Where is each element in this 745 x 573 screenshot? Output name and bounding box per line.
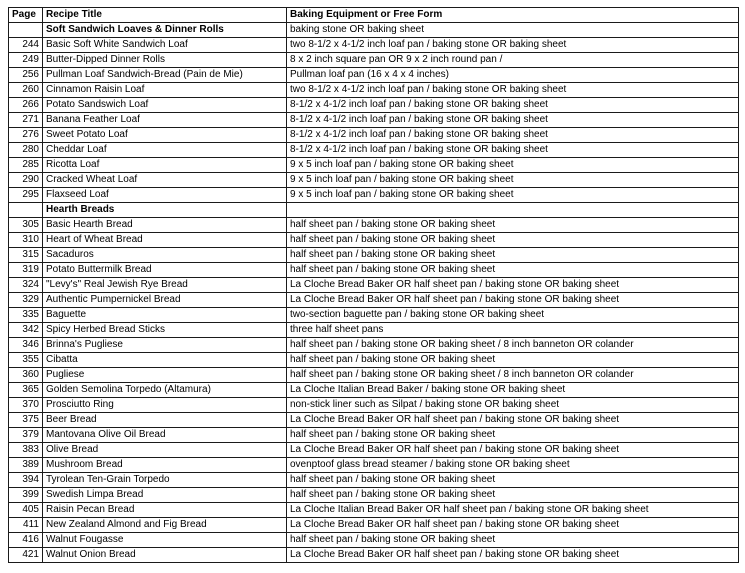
table-row (9, 278, 739, 293)
recipe-title-cell[interactable]: Olive Bread (43, 443, 287, 458)
table-row (9, 488, 739, 503)
page-cell[interactable]: 375 (9, 413, 43, 428)
equipment-cell[interactable]: La Cloche Bread Baker OR half sheet pan / baking stone OR baking sheet (287, 518, 739, 533)
equipment-cell[interactable]: non-stick liner such as Silpat / baking stone OR baking sheet (287, 398, 739, 413)
recipe-title-cell[interactable]: Brinna's Pugliese (43, 338, 287, 353)
table-row (9, 323, 739, 338)
page-cell[interactable]: 399 (9, 488, 43, 503)
recipe-title-cell[interactable]: Basic Soft White Sandwich Loaf (43, 38, 287, 53)
equipment-cell[interactable]: 8-1/2 x 4-1/2 inch loaf pan / baking stone OR baking sheet (287, 113, 739, 128)
recipe-title-cell[interactable]: Raisin Pecan Bread (43, 503, 287, 518)
table-row (9, 428, 739, 443)
table-row (9, 83, 739, 98)
recipe-title-cell[interactable]: Pugliese (43, 368, 287, 383)
page-cell[interactable]: 319 (9, 263, 43, 278)
page-cell[interactable]: 285 (9, 158, 43, 173)
recipe-title-cell[interactable]: Cinnamon Raisin Loaf (43, 83, 287, 98)
recipe-title-cell[interactable]: Mantovana Olive Oil Bread (43, 428, 287, 443)
table-row (9, 293, 739, 308)
equipment-cell[interactable]: La Cloche Bread Baker OR half sheet pan / baking stone OR baking sheet (287, 443, 739, 458)
recipe-title-cell[interactable]: Beer Bread (43, 413, 287, 428)
equipment-cell[interactable]: half sheet pan / baking stone OR baking sheet (287, 533, 739, 548)
page-cell[interactable]: 280 (9, 143, 43, 158)
page-cell[interactable]: 256 (9, 68, 43, 83)
recipe-title-cell[interactable]: Pullman Loaf Sandwich-Bread (Pain de Mie) (43, 68, 287, 83)
recipe-title-cell[interactable]: Butter-Dipped Dinner Rolls (43, 53, 287, 68)
recipe-title-cell[interactable]: Ricotta Loaf (43, 158, 287, 173)
page-cell[interactable]: 394 (9, 473, 43, 488)
page-cell[interactable]: 379 (9, 428, 43, 443)
equipment-cell[interactable]: 8 x 2 inch square pan OR 9 x 2 inch round pan / (287, 53, 739, 68)
equipment-cell[interactable]: half sheet pan / baking stone OR baking sheet / 8 inch banneton OR colander (287, 338, 739, 353)
table-row (9, 98, 739, 113)
page-cell[interactable]: 276 (9, 128, 43, 143)
table-row (9, 173, 739, 188)
equipment-cell[interactable]: half sheet pan / baking stone OR baking sheet (287, 488, 739, 503)
page-cell[interactable]: 305 (9, 218, 43, 233)
page-cell[interactable]: 295 (9, 188, 43, 203)
table-row (9, 353, 739, 368)
table-row (9, 53, 739, 68)
table-row (9, 413, 739, 428)
recipe-title-cell[interactable]: Potato Sandswich Loaf (43, 98, 287, 113)
page-cell[interactable]: 416 (9, 533, 43, 548)
table-row (9, 113, 739, 128)
page-cell[interactable]: 324 (9, 278, 43, 293)
recipe-title-cell[interactable]: Mushroom Bread (43, 458, 287, 473)
equipment-cell[interactable]: La Cloche Bread Baker OR half sheet pan / baking stone OR baking sheet (287, 278, 739, 293)
recipe-title-cell[interactable]: Walnut Onion Bread (43, 548, 287, 563)
equipment-cell[interactable]: half sheet pan / baking stone OR baking sheet (287, 473, 739, 488)
recipe-title-cell[interactable]: New Zealand Almond and Fig Bread (43, 518, 287, 533)
recipe-title-cell[interactable]: Tyrolean Ten-Grain Torpedo (43, 473, 287, 488)
table-row (9, 503, 739, 518)
table-row (9, 218, 739, 233)
table-row (9, 368, 739, 383)
page-cell[interactable] (9, 203, 43, 218)
page-cell[interactable]: 355 (9, 353, 43, 368)
equipment-cell[interactable]: La Cloche Bread Baker OR half sheet pan / baking stone OR baking sheet (287, 548, 739, 563)
recipe-title-cell[interactable]: Swedish Limpa Bread (43, 488, 287, 503)
table-row (9, 398, 739, 413)
table-row (9, 308, 739, 323)
page-cell[interactable]: 329 (9, 293, 43, 308)
equipment-cell[interactable]: 9 x 5 inch loaf pan / baking stone OR baking sheet (287, 188, 739, 203)
recipe-equipment-table (8, 7, 739, 563)
recipe-title-cell[interactable]: "Levy's" Real Jewish Rye Bread (43, 278, 287, 293)
page-cell[interactable]: 335 (9, 308, 43, 323)
table-row (9, 158, 739, 173)
recipe-title-cell[interactable]: Flaxseed Loaf (43, 188, 287, 203)
page-cell[interactable]: 421 (9, 548, 43, 563)
equipment-cell[interactable]: half sheet pan / baking stone OR baking sheet (287, 233, 739, 248)
recipe-title-cell[interactable]: Banana Feather Loaf (43, 113, 287, 128)
recipe-title-cell[interactable]: Sacaduros (43, 248, 287, 263)
equipment-cell[interactable]: 8-1/2 x 4-1/2 inch loaf pan / baking stone OR baking sheet (287, 128, 739, 143)
table-row (9, 143, 739, 158)
page-cell[interactable]: 405 (9, 503, 43, 518)
page-cell[interactable]: 271 (9, 113, 43, 128)
recipe-title-cell[interactable]: Walnut Fougasse (43, 533, 287, 548)
table-row (9, 473, 739, 488)
recipe-title-cell[interactable]: Potato Buttermilk Bread (43, 263, 287, 278)
page-cell[interactable]: 370 (9, 398, 43, 413)
equipment-cell[interactable]: La Cloche Bread Baker OR half sheet pan / baking stone OR baking sheet (287, 413, 739, 428)
table-row (9, 128, 739, 143)
section-row (9, 23, 739, 38)
table-row (9, 548, 739, 563)
equipment-cell[interactable]: 8-1/2 x 4-1/2 inch loaf pan / baking stone OR baking sheet (287, 143, 739, 158)
recipe-title-cell[interactable]: Cheddar Loaf (43, 143, 287, 158)
page-cell[interactable]: 244 (9, 38, 43, 53)
equipment-cell[interactable]: two 8-1/2 x 4-1/2 inch loaf pan / baking stone OR baking sheet (287, 38, 739, 53)
equipment-cell[interactable]: La Cloche Italian Bread Baker / baking stone OR baking sheet (287, 383, 739, 398)
table-row (9, 188, 739, 203)
equipment-cell[interactable]: ovenptoof glass bread steamer / baking stone OR baking sheet (287, 458, 739, 473)
page-cell[interactable]: 342 (9, 323, 43, 338)
table-row (9, 383, 739, 398)
equipment-cell[interactable]: three half sheet pans (287, 323, 739, 338)
equipment-cell[interactable] (287, 203, 739, 218)
table-row (9, 248, 739, 263)
table-row (9, 458, 739, 473)
equipment-cell[interactable]: 9 x 5 inch loaf pan / baking stone OR baking sheet (287, 173, 739, 188)
equipment-cell[interactable]: half sheet pan / baking stone OR baking sheet / 8 inch banneton OR colander (287, 368, 739, 383)
page-cell[interactable]: 383 (9, 443, 43, 458)
page-cell[interactable]: 310 (9, 233, 43, 248)
recipe-title-cell[interactable]: Prosciutto Ring (43, 398, 287, 413)
table-row (9, 443, 739, 458)
equipment-cell[interactable]: half sheet pan / baking stone OR baking sheet (287, 218, 739, 233)
recipe-title-cell[interactable]: Heart of Wheat Bread (43, 233, 287, 248)
recipe-title-cell[interactable]: Cibatta (43, 353, 287, 368)
table-row (9, 533, 739, 548)
equipment-cell[interactable]: two 8-1/2 x 4-1/2 inch loaf pan / baking stone OR baking sheet (287, 83, 739, 98)
equipment-cell[interactable]: half sheet pan / baking stone OR baking sheet (287, 428, 739, 443)
recipe-title-cell[interactable]: Sweet Potato Loaf (43, 128, 287, 143)
table-row (9, 338, 739, 353)
equipment-column-header[interactable]: Baking Equipment or Free Form (287, 8, 739, 23)
header-row (9, 8, 739, 23)
recipe-title-cell[interactable]: Golden Semolina Torpedo (Altamura) (43, 383, 287, 398)
recipe-title-column-header[interactable]: Recipe Title (43, 8, 287, 23)
table-row (9, 68, 739, 83)
equipment-cell[interactable]: 9 x 5 inch loaf pan / baking stone OR baking sheet (287, 158, 739, 173)
table-row (9, 263, 739, 278)
page-cell[interactable]: 315 (9, 248, 43, 263)
equipment-cell[interactable]: baking stone OR baking sheet (287, 23, 739, 38)
equipment-cell[interactable]: half sheet pan / baking stone OR baking sheet (287, 353, 739, 368)
page-cell[interactable]: 266 (9, 98, 43, 113)
page-cell[interactable]: 260 (9, 83, 43, 98)
equipment-cell[interactable]: half sheet pan / baking stone OR baking sheet (287, 248, 739, 263)
recipe-title-cell[interactable]: Hearth Breads (43, 203, 287, 218)
page-cell[interactable]: 360 (9, 368, 43, 383)
equipment-cell[interactable]: two-section baguette pan / baking stone OR baking sheet (287, 308, 739, 323)
page-cell[interactable]: 389 (9, 458, 43, 473)
page-cell[interactable]: 290 (9, 173, 43, 188)
recipe-title-cell[interactable]: Cracked Wheat Loaf (43, 173, 287, 188)
equipment-cell[interactable]: La Cloche Italian Bread Baker OR half sheet pan / baking stone OR baking sheet (287, 503, 739, 518)
recipe-title-cell[interactable]: Soft Sandwich Loaves & Dinner Rolls (43, 23, 287, 38)
equipment-cell[interactable]: half sheet pan / baking stone OR baking sheet (287, 263, 739, 278)
page-cell[interactable]: 411 (9, 518, 43, 533)
table-row (9, 233, 739, 248)
recipe-title-cell[interactable]: Spicy Herbed Bread Sticks (43, 323, 287, 338)
recipe-title-cell[interactable]: Basic Hearth Bread (43, 218, 287, 233)
equipment-cell[interactable]: 8-1/2 x 4-1/2 inch loaf pan / baking stone OR baking sheet (287, 98, 739, 113)
recipe-title-cell[interactable]: Authentic Pumpernickel Bread (43, 293, 287, 308)
equipment-cell[interactable]: Pullman loaf pan (16 x 4 x 4 inches) (287, 68, 739, 83)
equipment-cell[interactable]: La Cloche Bread Baker OR half sheet pan / baking stone OR baking sheet (287, 293, 739, 308)
section-row (9, 203, 739, 218)
page-cell[interactable]: 249 (9, 53, 43, 68)
page-cell[interactable]: 365 (9, 383, 43, 398)
recipe-title-cell[interactable]: Baguette (43, 308, 287, 323)
table-row (9, 38, 739, 53)
page-cell[interactable] (9, 23, 43, 38)
table-row (9, 518, 739, 533)
page-column-header[interactable]: Page (9, 8, 43, 23)
page-cell[interactable]: 346 (9, 338, 43, 353)
